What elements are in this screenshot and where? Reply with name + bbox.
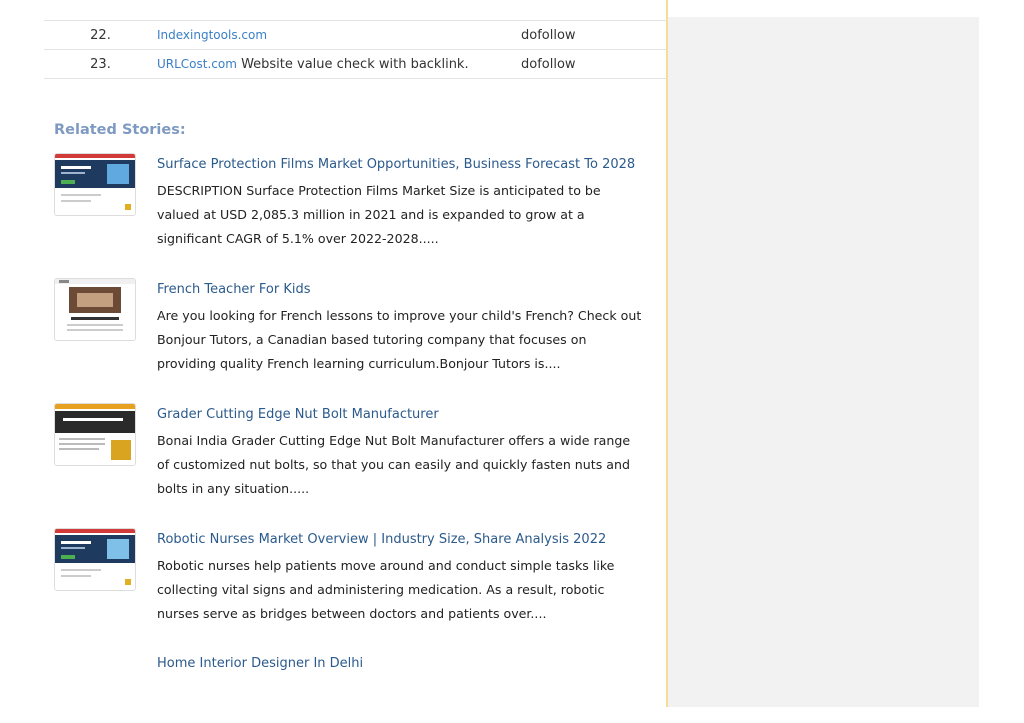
story-description: Bonai India Grader Cutting Edge Nut Bolt Manufacturer offers a wide range of customized nut bolts, so that you can easily and quickly fasten nuts and bolts in any situation.....	[157, 433, 631, 496]
story-title-link[interactable]: Grader Cutting Edge Nut Bolt Manufacturer	[157, 407, 439, 422]
related-stories-heading: Related Stories:	[54, 122, 186, 138]
thumbnail-image-icon	[55, 154, 135, 215]
story-thumbnail[interactable]	[54, 278, 136, 341]
right-sidebar	[668, 17, 979, 707]
thumbnail-image-icon	[55, 529, 135, 590]
story-thumbnail[interactable]	[54, 403, 136, 466]
site-cell	[157, 50, 521, 79]
backlinks-table	[44, 20, 666, 79]
story-title-link[interactable]: French Teacher For Kids	[157, 282, 311, 297]
link-type: dofollow	[521, 56, 576, 72]
story-title-link[interactable]: Robotic Nurses Market Overview | Industry Size, Share Analysis 2022	[157, 532, 607, 547]
table-row	[44, 21, 666, 50]
story-title-link[interactable]: Home Interior Designer In Delhi	[157, 656, 364, 671]
story-description: Robotic nurses help patients move around and conduct simple tasks like collecting vital signs and administering medication. As a result, robotic nurses serve as bridges between doctors and patients over....	[157, 558, 615, 621]
site-link[interactable]: URLCost.com	[157, 56, 237, 71]
story-thumbnail[interactable]	[54, 528, 136, 591]
main-content	[44, 0, 668, 707]
site-extra: Website value check with backlink.	[236, 56, 469, 72]
row-number: 23.	[90, 56, 111, 72]
row-number: 22.	[90, 27, 111, 43]
site-cell	[157, 21, 521, 50]
thumbnail-image-icon	[55, 279, 135, 340]
table-row	[44, 50, 666, 79]
story-description: Are you looking for French lessons to improve your child's French? Check out Bonjour Tutors, a Canadian based tutoring company that focuses on providing quality French learning curriculum.Bonjour Tutors is....	[157, 308, 642, 371]
link-type: dofollow	[521, 27, 576, 43]
site-link[interactable]: Indexingtools.com	[157, 27, 268, 42]
story-description: DESCRIPTION Surface Protection Films Market Size is anticipated to be valued at USD 2,085.3 million in 2021 and is expanded to grow at a significant CAGR of 5.1% over 2022-2028.....	[157, 183, 601, 246]
story-title-link[interactable]: Surface Protection Films Market Opportunities, Business Forecast To 2028	[157, 157, 636, 172]
thumbnail-image-icon	[55, 404, 135, 465]
story-thumbnail[interactable]	[54, 153, 136, 216]
